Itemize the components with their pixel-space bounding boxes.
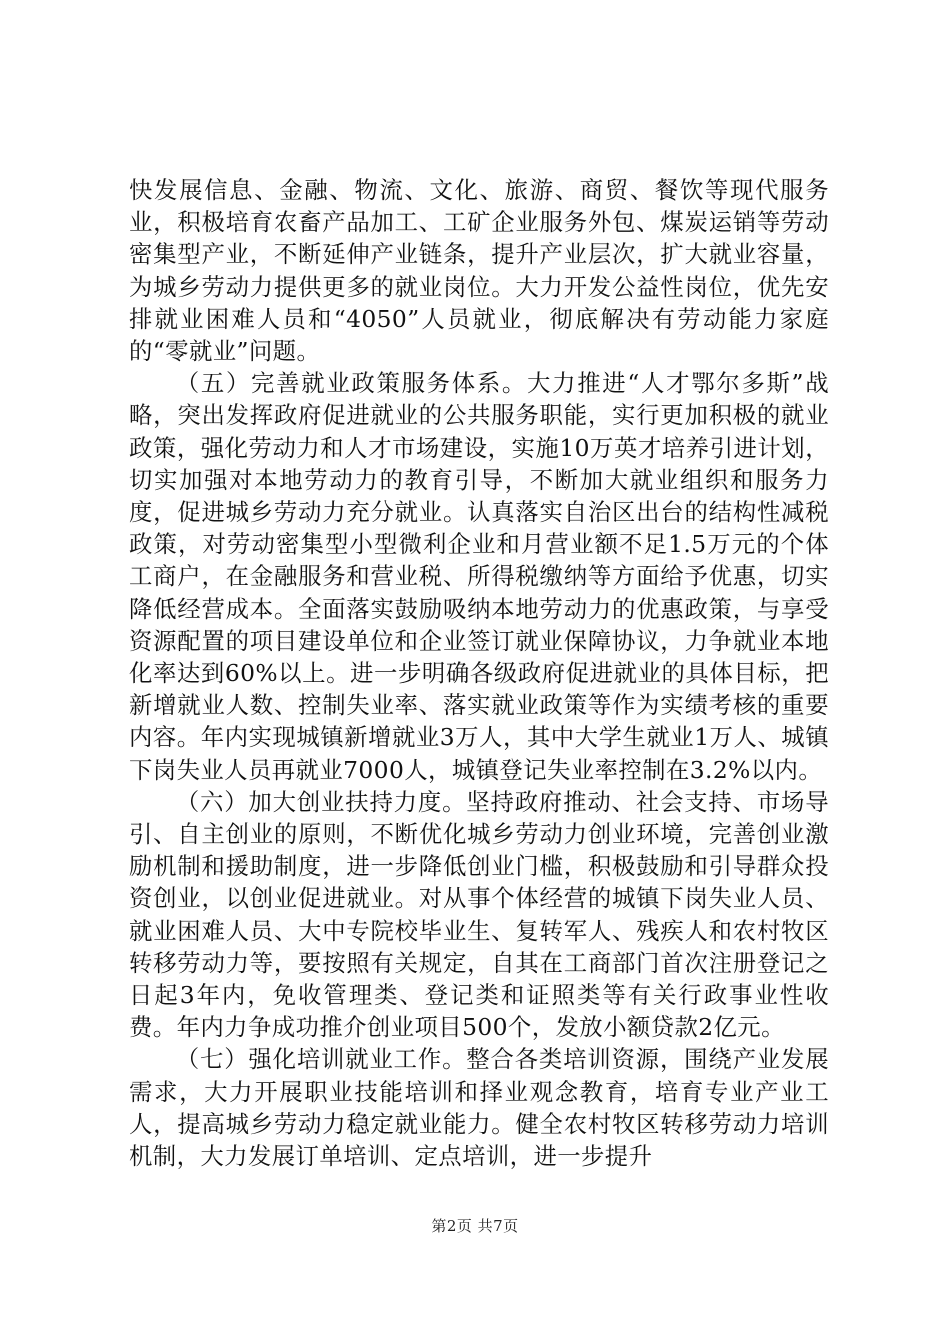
- paragraph-section-6: （六）加大创业扶持力度。坚持政府推动、社会支持、市场导引、自主创业的原则，不断优化城乡劳动力创业环境，完善创业激励机制和援助制度，进一步降低创业门槛，积极鼓励和引导群众投资创业，以创业促进就业。对从事个体经营的城镇下岗失业人员、就业困难人员、大中专院校毕业生、复转军人、残疾人和农村牧区转移劳动力等，要按照有关规定，自其在工商部门首次注册登记之日起3年内，免收管理类、登记类和证照类等有关行政事业性收费。年内力争成功推介创业项目500个，发放小额贷款2亿元。: [129, 787, 829, 1042]
- document-body: [129, 174, 829, 1172]
- paragraph-continuation: 快发展信息、金融、物流、文化、旅游、商贸、餐饮等现代服务业，积极培育农畜产品加工、工矿企业服务外包、煤炭运销等劳动密集型产业，不断延伸产业链条，提升产业层次，扩大就业容量，为城乡劳动力提供更多的就业岗位。大力开发公益性岗位，优先安排就业困难人员和“4050”人员就业，彻底解决有劳动能力家庭的“零就业”问题。: [129, 176, 829, 366]
- page-footer: [0, 1216, 950, 1236]
- paragraph-section-7: （七）强化培训就业工作。整合各类培训资源，围绕产业发展需求，大力开展职业技能培训和择业观念教育，培育专业产业工人，提高城乡劳动力稳定就业能力。健全农村牧区转移劳动力培训机制，大力发展订单培训、定点培训，进一步提升: [129, 1045, 829, 1171]
- paragraph-section-5: （五）完善就业政策服务体系。大力推进“人才鄂尔多斯”战略，突出发挥政府促进就业的公共服务职能，实行更加积极的就业政策，强化劳动力和人才市场建设，实施10万英才培养引进计划，切实加强对本地劳动力的教育引导，不断加大就业组织和服务力度，促进城乡劳动力充分就业。认真落实自治区出台的结构性减税政策，对劳动密集型小型微利企业和月营业额不足1.5万元的个体工商户，在金融服务和营业税、所得税缴纳等方面给予优惠，切实降低经营成本。全面落实鼓励吸纳本地劳动力的优惠政策，与享受资源配置的项目建设单位和企业签订就业保障协议，力争就业本地化率达到60%以上。进一步明确各级政府促进就业的具体目标，把新增就业人数、控制失业率、落实就业政策等作为实绩考核的重要内容。年内实现城镇新增就业3万人，其中大学生就业1万人、城镇下岗失业人员再就业7000人，城镇登记失业率控制在3.2%以内。: [129, 369, 829, 784]
- page-number-label: 第2页 共7页: [431, 1217, 519, 1235]
